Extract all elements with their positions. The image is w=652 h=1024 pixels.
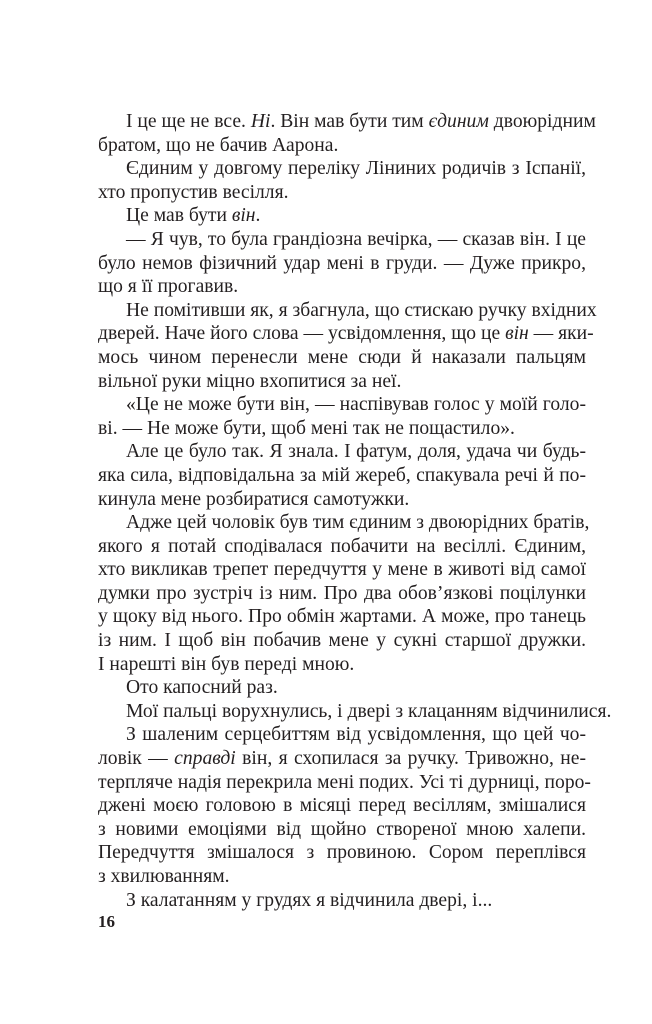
text-run: Мої пальці ворухнулись, і двері з клацанням відчинилися. <box>126 700 612 722</box>
italic-text: справді <box>174 748 236 770</box>
text-line <box>98 723 586 747</box>
text-run: двоюрідним <box>488 111 596 132</box>
text-run: у щоку від нього. Про обмін жартами. А може, про танець <box>98 606 586 628</box>
text-line <box>98 629 586 653</box>
text-run: мось чином перенесли мене сюди й наказали пальцям <box>98 346 586 368</box>
text-run: Передчуття змішалося з провиною. Сором переплівся <box>98 842 586 864</box>
text-line <box>98 771 591 795</box>
text-run: ві. — Не може бути, щоб мені так не пощастило». <box>98 417 515 439</box>
text-run: кинула мене розбиратися самотужки. <box>98 488 410 510</box>
text-run: ловік — <box>98 748 175 770</box>
text-run: «Це не може бути він, — наспівував голос у моїй голо- <box>126 394 586 416</box>
text-line <box>98 676 586 700</box>
text-line <box>98 299 597 323</box>
text-run: яка сила, відповідальна за мій жереб, спакувала речі й по- <box>98 464 586 486</box>
text-line <box>98 653 586 677</box>
text-run: з новими емоціями від щойно створеної мною халепи. <box>98 818 586 840</box>
text-run: З калатанням у грудях я відчинила двері, і... <box>126 889 493 911</box>
text-line <box>98 393 586 417</box>
text-run: . <box>255 205 261 227</box>
text-run: . Він мав бути тим <box>270 111 429 132</box>
text-line <box>98 511 590 535</box>
text-run: він, я схопилася за ручку. Тривожно, не- <box>235 748 586 770</box>
text-line <box>98 605 586 629</box>
italic-text: єдиним <box>428 111 489 132</box>
text-run: думки про зустріч із ним. Про два обов’язкові поцілунки <box>98 582 586 604</box>
text-line <box>98 794 586 818</box>
body-text <box>98 110 612 912</box>
text-line <box>98 558 586 582</box>
text-line <box>98 275 586 299</box>
text-run: терпляче надія перекрила мені подих. Усі ті дурниці, поро- <box>98 771 591 793</box>
text-line <box>98 417 586 441</box>
text-line <box>98 252 586 276</box>
text-line <box>98 181 586 205</box>
text-line <box>98 841 586 865</box>
text-line <box>98 110 596 134</box>
italic-text: Ні <box>250 111 271 132</box>
text-line <box>98 889 586 913</box>
text-run: хто викликав трепет передчуття у мене в животі від самої <box>98 559 586 581</box>
text-run: дверей. Наче його слова — усвідомлення, що це <box>98 323 506 345</box>
text-run: із ним. І щоб він побачив мене у сукні старшої дружки. <box>98 630 586 652</box>
text-line <box>98 346 586 370</box>
text-run: — Я чув, то була грандіозна вечірка, — сказав він. І це <box>126 228 586 250</box>
italic-text: він <box>231 205 256 227</box>
text-run: якого я потай сподівалася побачити на весіллі. Єдиним, <box>98 535 586 557</box>
text-run: Ото капосний раз. <box>126 677 278 699</box>
text-run: Це мав бути <box>126 205 232 227</box>
text-line <box>98 747 586 771</box>
text-line <box>98 204 586 228</box>
text-line <box>98 700 612 724</box>
text-run: Єдиним у довгому переліку Ліниних родичів з Іспанії, <box>126 158 586 180</box>
text-line <box>98 228 586 252</box>
text-line <box>98 134 586 158</box>
text-line <box>98 488 586 512</box>
text-line <box>98 818 586 842</box>
text-run: З шаленим серцебиттям від усвідомлення, що цей чо- <box>126 724 586 746</box>
text-run: з хвилюванням. <box>98 866 230 887</box>
text-line <box>98 535 586 559</box>
text-run: було немов фізичний удар мені в груди. — Дуже прикро, <box>98 252 586 274</box>
text-run: Не помітивши як, я збагнула, що стискаю ручку вхідних <box>126 299 597 321</box>
text-run: І це ще не все. <box>126 111 251 132</box>
text-line <box>98 157 586 181</box>
text-line <box>98 464 586 488</box>
text-run: вільної руки міцно вхопитися за неї. <box>98 370 402 392</box>
text-line <box>98 370 586 394</box>
text-run: джені моєю головою в місяці перед весіллям, змішалися <box>98 795 586 817</box>
text-run: Але це було так. Я знала. І фатум, доля, удача чи будь- <box>126 441 586 463</box>
text-line <box>98 322 594 346</box>
text-run: що я її прогавив. <box>98 276 239 298</box>
page-number: 16 <box>98 912 115 931</box>
text-run: — яки- <box>528 323 594 345</box>
italic-text: він <box>505 323 529 345</box>
text-line <box>98 865 586 889</box>
text-run: І нарешті він був переді мною. <box>98 653 355 675</box>
text-run: хто пропустив весілля. <box>98 181 289 203</box>
text-line <box>98 440 586 464</box>
text-run: братом, що не бачив Аарона. <box>98 134 339 156</box>
text-run: Адже цей чоловік був тим єдиним з двоюрідних братів, <box>126 512 590 534</box>
text-line <box>98 582 586 606</box>
